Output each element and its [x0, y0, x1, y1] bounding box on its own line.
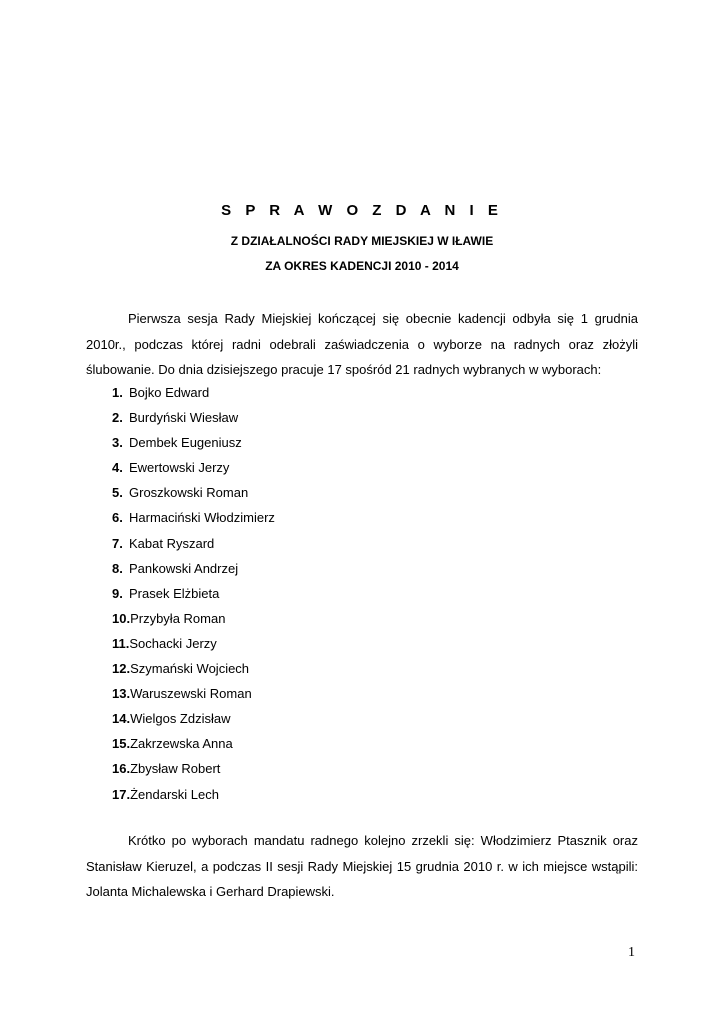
- list-item: [112, 405, 275, 430]
- list-item: [112, 480, 275, 505]
- list-item-number: 6.: [112, 510, 123, 526]
- list-item-name: Szymański Wojciech: [130, 661, 250, 677]
- list-item-number: 9.: [112, 585, 123, 601]
- list-item-name: Dembek Eugeniusz: [129, 435, 242, 451]
- list-item-number: 10.: [112, 610, 131, 626]
- list-item-number: 2.: [112, 410, 123, 426]
- list-item-name: Wielgos Zdzisław: [130, 711, 231, 727]
- list-item: [112, 631, 275, 656]
- list-item: [112, 581, 275, 606]
- list-item-name: Zakrzewska Anna: [130, 736, 233, 752]
- list-item-number: 4.: [112, 460, 123, 476]
- list-item-name: Burdyński Wiesław: [129, 410, 239, 426]
- list-item: [112, 430, 275, 455]
- list-item-number: 8.: [112, 560, 123, 576]
- list-item-name: Kabat Ryszard: [129, 535, 215, 551]
- list-item-name: Prasek Elżbieta: [129, 585, 220, 601]
- list-item-number: 3.: [112, 435, 123, 451]
- list-item-name: Zbysław Robert: [130, 761, 221, 777]
- list-item-name: Ewertowski Jerzy: [129, 460, 230, 476]
- document-subtitle-term: ZA OKRES KADENCJI 2010 - 2014: [265, 259, 459, 273]
- list-item: [112, 731, 275, 756]
- list-item: [112, 531, 275, 556]
- list-item: [112, 455, 275, 480]
- list-item-name: Żendarski Lech: [130, 786, 219, 802]
- list-item-number: 13.: [112, 686, 131, 702]
- paragraph-intro: [86, 306, 638, 383]
- document-title: S P R A W O Z D A N I E: [221, 202, 503, 219]
- list-item: [112, 681, 275, 706]
- list-item: [112, 782, 275, 807]
- list-item-name: Groszkowski Roman: [129, 485, 249, 501]
- list-item: [112, 756, 275, 781]
- list-item: [112, 505, 275, 530]
- list-item-name: Przybyła Roman: [130, 610, 226, 626]
- list-item: [112, 380, 275, 405]
- list-item-name: Pankowski Andrzej: [129, 560, 239, 576]
- page-number: 1: [628, 945, 635, 960]
- list-item: [112, 706, 275, 731]
- list-item-number: 12.: [112, 661, 131, 677]
- paragraph-resignations-text: Krótko po wyborach mandatu radnego kolejno zrzekli się: Włodzimierz Ptasznik oraz Stanisław Kieruzel, a podczas II sesji Rady Miejskiej 15 grudnia 2010 r. w ich miejsce wstąpili: Jolanta Michalewska i Gerhard Drapiewski.: [86, 833, 638, 899]
- list-item: [112, 606, 275, 631]
- list-item-name: Waruszewski Roman: [130, 686, 252, 702]
- list-item: [112, 656, 275, 681]
- document-subtitle-council: Z DZIAŁALNOŚCI RADY MIEJSKIEJ W IŁAWIE: [230, 234, 494, 248]
- list-item-name: Harmaciński Włodzimierz: [129, 510, 275, 526]
- list-item-number: 1.: [112, 385, 123, 400]
- list-item-number: 7.: [112, 535, 123, 551]
- list-item-number: 5.: [112, 485, 123, 501]
- list-item: [112, 556, 275, 581]
- list-item-name: Bojko Edward: [129, 385, 210, 400]
- list-item-number: 16.: [112, 761, 131, 777]
- paragraph-resignations: [86, 828, 638, 905]
- list-item-number: 17.: [112, 786, 131, 802]
- list-item-name: Sochacki Jerzy: [129, 635, 217, 651]
- list-item-number: 11.: [112, 635, 130, 651]
- list-item-number: 15.: [112, 736, 131, 752]
- councillor-list: [112, 380, 275, 807]
- list-item-number: 14.: [112, 711, 131, 727]
- paragraph-intro-text: Pierwsza sesja Rady Miejskiej kończącej się obecnie kadencji odbyła się 1 grudnia 2010r., podczas której radni odebrali zaświadczenia o wyborze na radnych oraz złożyli ślubowanie. Do dnia dzisiejszego pracuje 17 spośród 21 radnych wybranych w wyborach:: [86, 311, 638, 377]
